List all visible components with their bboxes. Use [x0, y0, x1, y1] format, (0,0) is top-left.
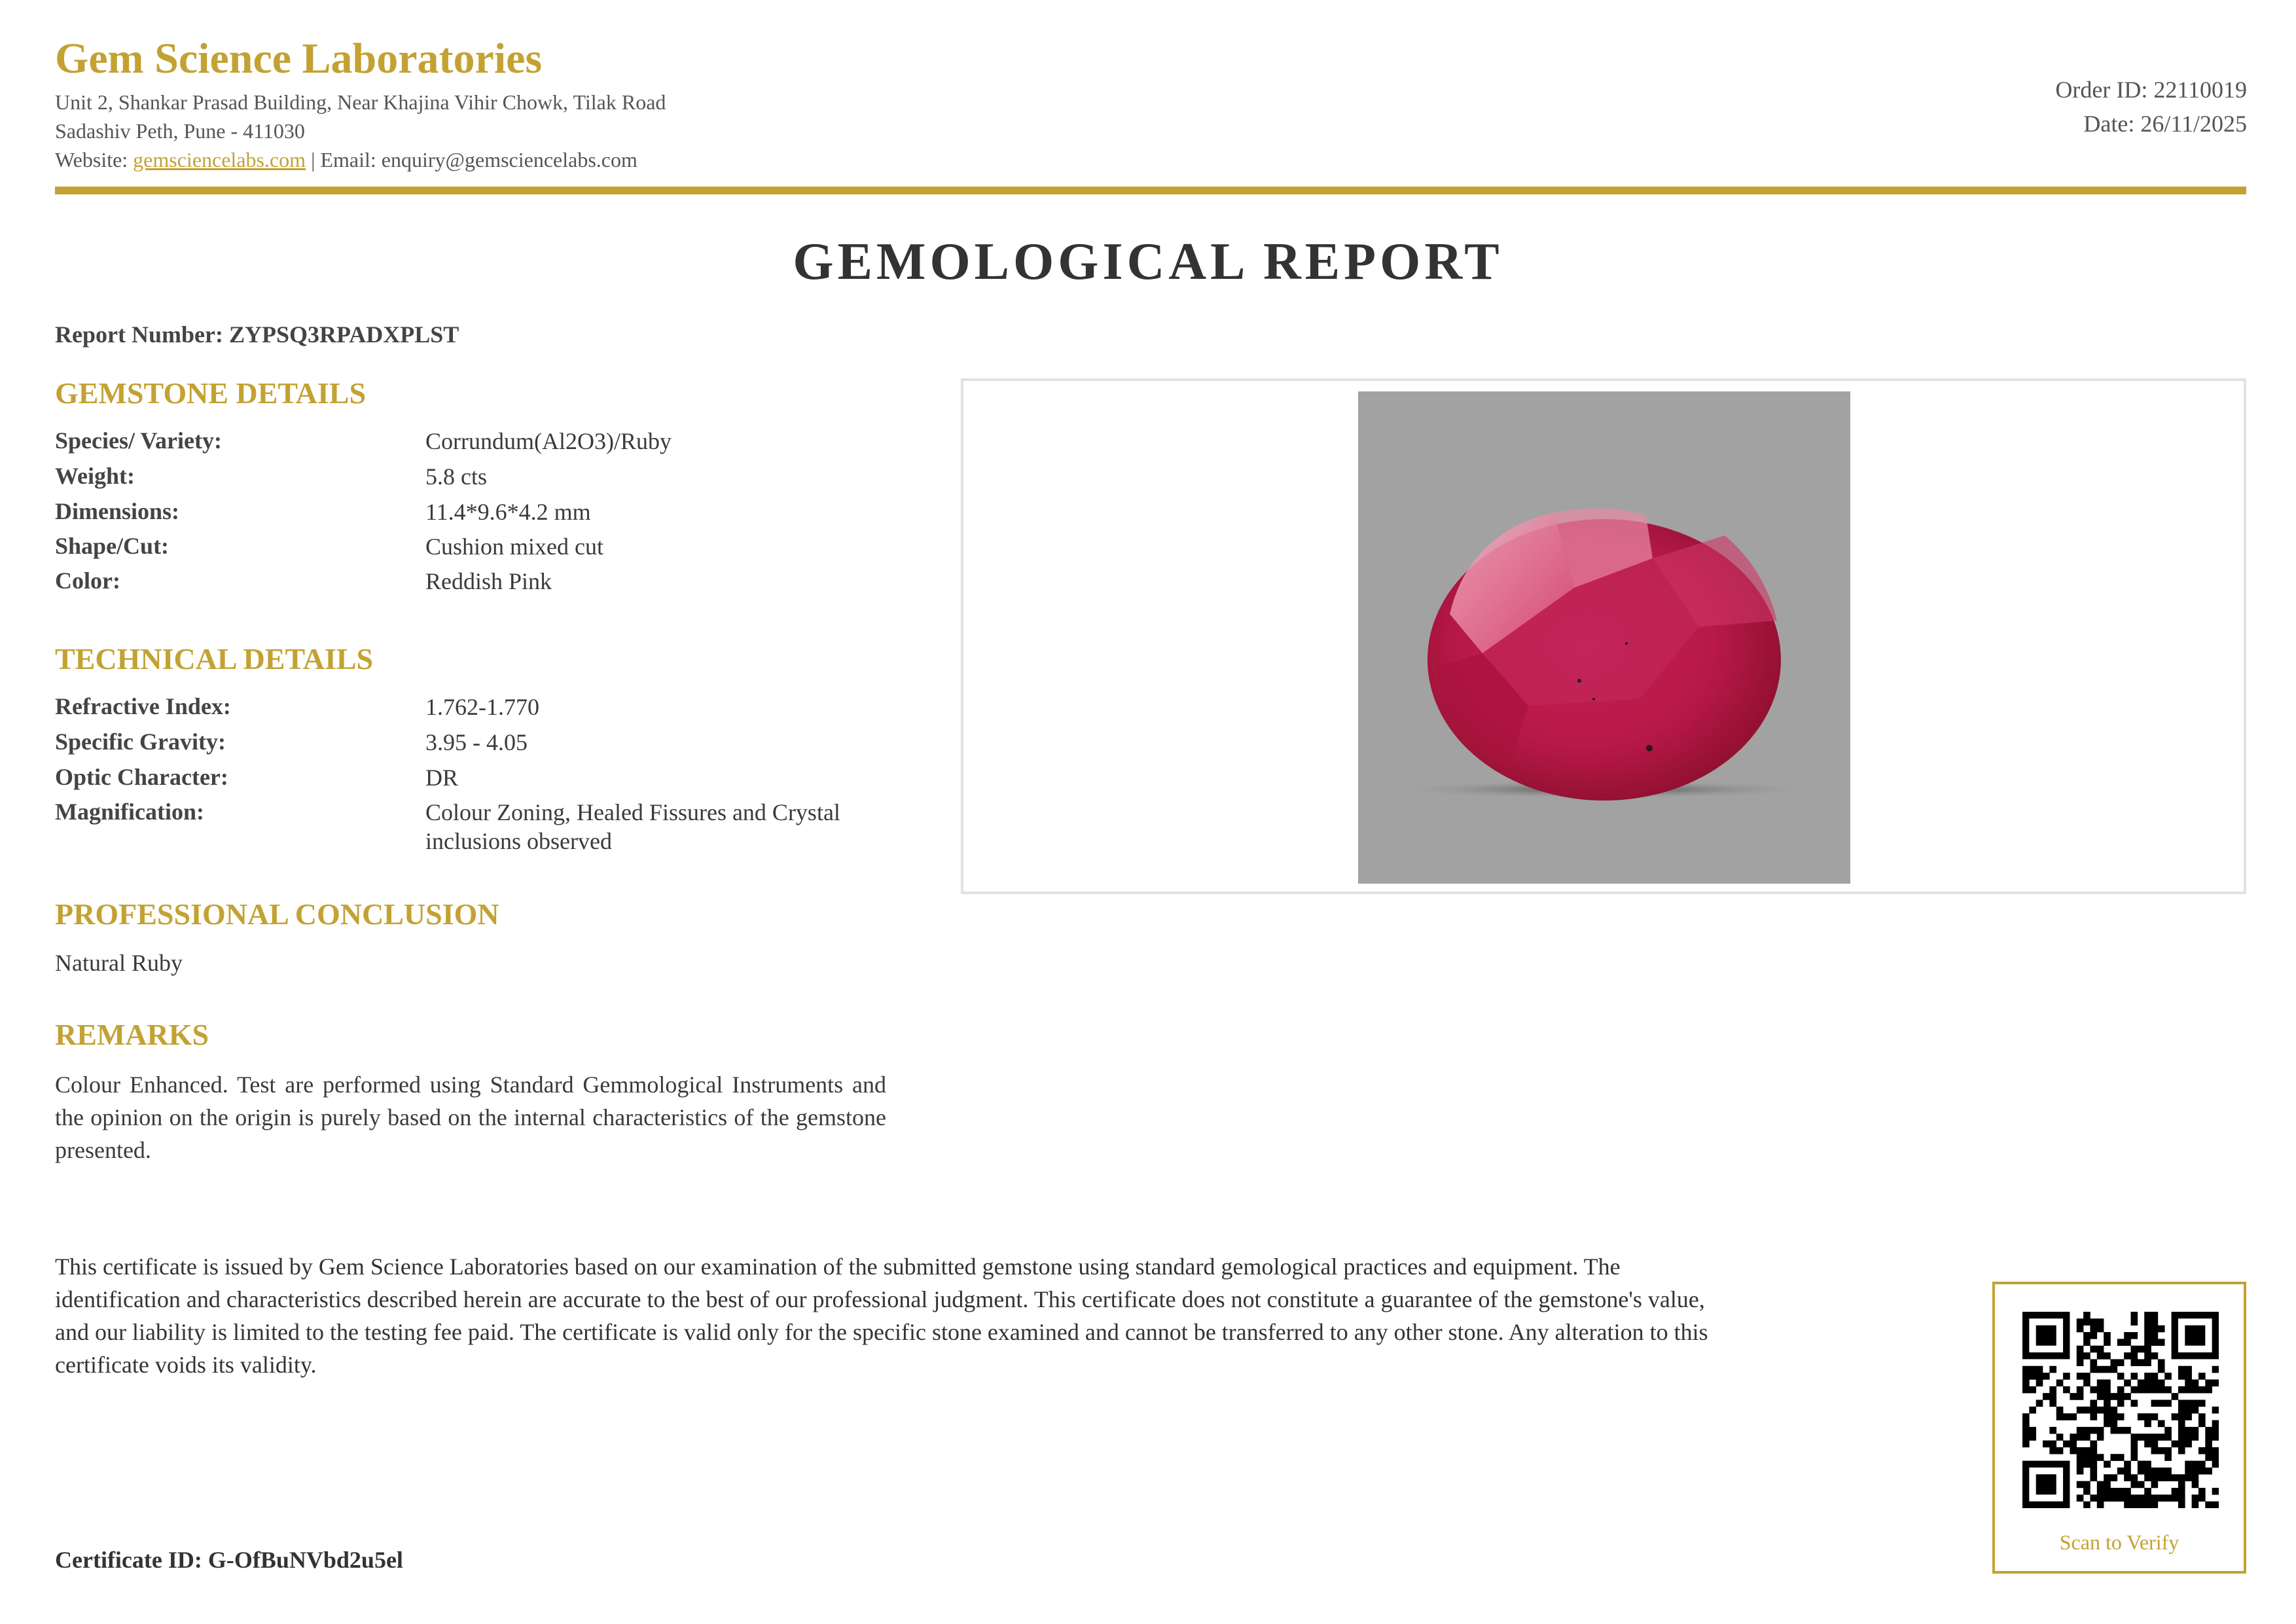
gem-photo	[1358, 391, 1850, 884]
detail-row	[55, 427, 906, 461]
technical-label: Specific Gravity:	[55, 729, 226, 755]
detail-value: 5.8 cts	[425, 463, 487, 490]
detail-row	[55, 462, 906, 496]
technical-row	[55, 728, 906, 762]
contact-line	[55, 148, 637, 172]
technical-value: Colour Zoning, Healed Fissures and Crystal inclusions observed	[425, 799, 840, 854]
conclusion-text: Natural Ruby	[55, 950, 183, 976]
disclaimer-text: This certificate is issued by Gem Science Laboratories based on our examination of the submitted gemstone using standard gemological practices and equipment. The identification and characteristics described herein are accurate to the best of our professional judgment. This certificate does not constitute a guarantee of the gemstone's value, and our liability is limited to the testing fee paid. The certificate is valid only for the specific stone examined and cannot be transferred to any other stone. Any alteration to this certificate voids its validity.	[55, 1254, 1708, 1378]
detail-label: Species/ Variety:	[55, 427, 222, 454]
gemstone-details-heading: GEMSTONE DETAILS	[55, 376, 367, 410]
qr-code-icon[interactable]	[2022, 1312, 2219, 1508]
technical-label: Optic Character:	[55, 764, 228, 790]
detail-row	[55, 567, 906, 601]
address-line-1: Unit 2, Shankar Prasad Building, Near Khajina Vihir Chowk, Tilak Road	[55, 90, 666, 114]
scan-to-verify-label: Scan to Verify	[2059, 1530, 2179, 1554]
page-title: GEMOLOGICAL REPORT	[793, 233, 1503, 291]
technical-row	[55, 798, 906, 863]
email-text: | Email: enquiry@gemsciencelabs.com	[306, 148, 637, 171]
lab-name: Gem Science Laboratories	[55, 35, 543, 82]
detail-value: Corrundum(Al2O3)/Ruby	[425, 428, 672, 454]
detail-label: Dimensions:	[55, 498, 180, 524]
remarks-text: Colour Enhanced. Test are performed using Standard Gemmological Instruments and the opinion on the origin is purely based on the internal characteristics of the gemstone presented.	[55, 1072, 886, 1163]
technical-value: 1.762-1.770	[425, 694, 539, 720]
header-divider	[55, 187, 2246, 194]
order-id: Order ID: 22110019	[2055, 77, 2247, 103]
technical-value: 3.95 - 4.05	[425, 729, 528, 755]
technical-value: DR	[425, 765, 459, 791]
detail-row	[55, 497, 906, 532]
website-label: Website:	[55, 148, 134, 171]
detail-label: Color:	[55, 568, 120, 594]
technical-label: Refractive Index:	[55, 693, 231, 719]
detail-value: Reddish Pink	[425, 568, 552, 594]
technical-row	[55, 693, 906, 727]
detail-value: Cushion mixed cut	[425, 533, 603, 560]
ruby-gemstone-icon	[1358, 391, 1850, 884]
conclusion-heading: PROFESSIONAL CONCLUSION	[55, 897, 499, 931]
detail-value: 11.4*9.6*4.2 mm	[425, 499, 591, 525]
certificate-id: Certificate ID: G-OfBuNVbd2u5el	[55, 1547, 403, 1573]
report-number: Report Number: ZYPSQ3RPADXPLST	[55, 321, 459, 348]
remarks-heading: REMARKS	[55, 1018, 209, 1051]
technical-label: Magnification:	[55, 799, 204, 825]
detail-label: Shape/Cut:	[55, 533, 170, 559]
address-line-2: Sadashiv Peth, Pune - 411030	[55, 119, 305, 143]
detail-label: Weight:	[55, 463, 135, 489]
technical-row	[55, 763, 906, 797]
website-link[interactable]: gemsciencelabs.com	[133, 148, 306, 171]
technical-details-heading: TECHNICAL DETAILS	[55, 642, 374, 676]
detail-row	[55, 532, 906, 566]
report-date: Date: 26/11/2025	[2083, 111, 2247, 137]
